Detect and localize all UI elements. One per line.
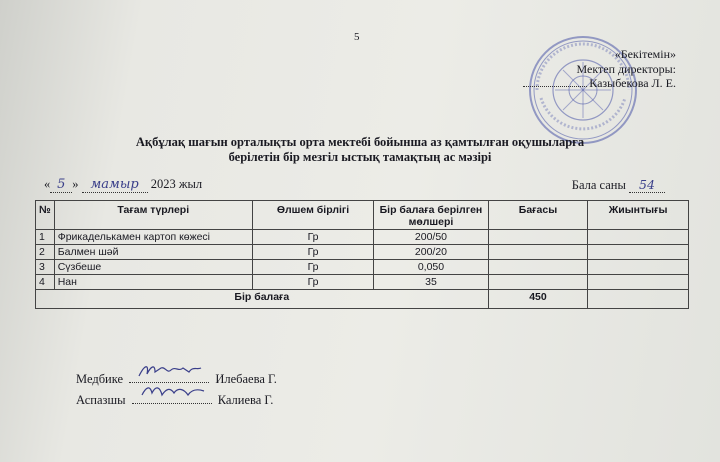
row-price [488,230,588,245]
table-header-row [36,201,689,230]
row-dish: Балмен шәй [54,245,252,260]
date-day: 5 [50,177,72,193]
date-line [44,177,202,193]
row-dish: Нан [54,275,252,290]
row-number: 4 [36,275,55,290]
approval-heading: «Бекітемін» [614,47,676,61]
footer-value: 450 [488,290,588,309]
children-count-label: Бала саны [571,178,626,192]
date-year: 2023 жыл [150,177,203,191]
table-footer-row [36,290,689,309]
approval-position: Мектеп директоры: [576,61,676,76]
row-unit: Гр [252,260,373,275]
title-line-2: берілетін бір мезгіл ыстық тамақтың ас мәзірі [228,150,492,164]
page-number: 5 [354,31,360,43]
row-number: 2 [36,245,55,260]
row-total [588,230,689,245]
row-number: 1 [36,230,55,245]
row-unit: Гр [252,245,373,260]
cook-label: Аспазшы [76,393,126,407]
row-amount: 0,050 [374,260,488,275]
row-amount: 200/50 [374,230,488,245]
approval-signer [523,76,676,91]
cook-signature [132,391,212,404]
header-total: Жиынтығы [588,201,689,230]
date-open-quote: « [44,177,51,191]
signature-line [523,86,587,87]
row-amount: 200/20 [374,245,488,260]
handwritten-signature-icon [137,360,203,382]
header-number: № [36,201,55,230]
row-unit: Гр [252,275,373,290]
document-title [0,135,720,165]
footer-empty [588,290,689,309]
row-total [588,260,689,275]
row-dish: Фрикаделькамен картоп көжесі [54,230,252,245]
menu-table [35,200,689,309]
table-row [36,260,689,275]
row-price [488,245,588,260]
children-count [572,177,665,193]
date-month: мамыр [82,177,148,193]
cook-name: Калиева Г. [217,393,274,407]
director-name: Казыбекова Л. Е. [589,76,676,90]
table-row [36,230,689,245]
nurse-label: Медбике [76,372,124,386]
nurse-name: Илебаева Г. [215,372,277,386]
header-unit: Өлшем бірлігі [252,201,373,230]
table-row [36,245,689,260]
row-price [488,275,588,290]
row-amount: 35 [374,275,488,290]
handwritten-signature-icon [140,381,206,403]
row-dish: Сүзбеше [54,260,252,275]
row-unit: Гр [252,230,373,245]
date-close-quote: » [72,177,79,191]
cook-signature-line [76,391,273,408]
title-line-1: Ақбұлақ шағын орталықты орта мектебі бойынша аз қамтылған оқушыларға [135,135,585,149]
row-total [588,275,689,290]
footer-label: Бір балаға [36,290,489,309]
header-price: Бағасы [488,201,588,230]
children-count-value: 54 [629,177,665,193]
header-dish: Тағам түрлері [54,201,252,230]
table-row [36,275,689,290]
row-number: 3 [36,260,55,275]
row-price [488,260,588,275]
row-total [588,245,689,260]
header-amount: Бір балаға берілген мөлшері [374,201,488,230]
approval-block [523,47,676,91]
